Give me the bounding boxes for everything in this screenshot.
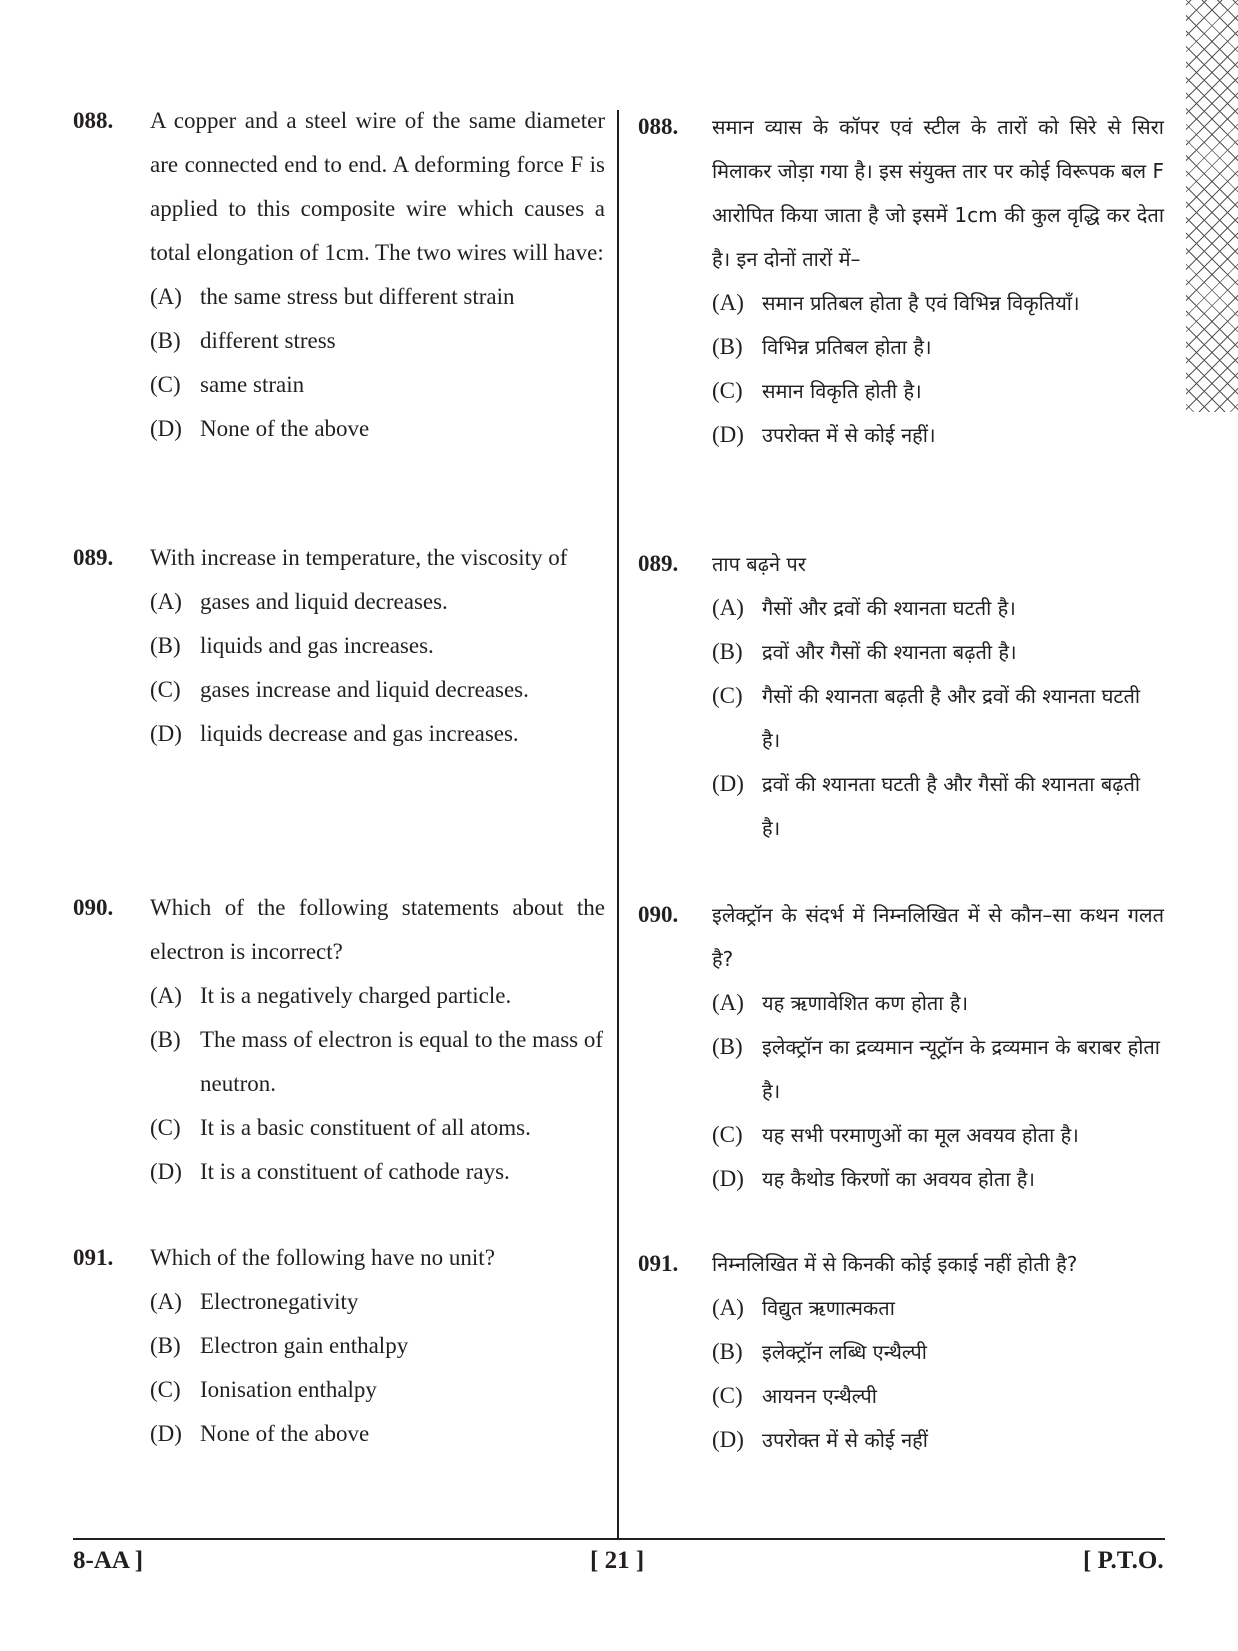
option-a[interactable] [712, 981, 1164, 1025]
question-number: 091. [638, 1251, 679, 1276]
question-089-en [73, 536, 605, 756]
question-number: 089. [638, 551, 679, 576]
option-c[interactable] [712, 674, 1164, 762]
option-c[interactable] [150, 363, 605, 407]
option-c[interactable] [150, 1106, 605, 1150]
option-text: उपरोक्त में से कोई नहीं। [762, 423, 936, 447]
option-text: None of the above [200, 1421, 370, 1446]
option-label: (D) [150, 416, 182, 441]
question-stem: A copper and a steel wire of the same diameter are connected end to end. A deforming force F is applied to this composite wire which causes a total elongation of 1cm. The two wires will have: [150, 108, 605, 265]
option-label: (C) [150, 1115, 181, 1140]
question-stem: समान व्यास के कॉपर एवं स्टील के तारों को सिरे से सिरा मिलाकर जोड़ा गया है। इस संयुक्त तार पर कोई विरूपक बल F आरोपित किया जाता है जो इसमें 1cm की कुल वृद्धि कर देता है। इन दोनों तारों में– [712, 115, 1164, 271]
question-stem: इलेक्ट्रॉन के संदर्भ में निम्नलिखित में से कौन–सा कथन गलत है? [712, 903, 1164, 971]
option-label: (A) [712, 595, 744, 620]
option-text: यह ऋणावेशित कण होता है। [762, 991, 969, 1015]
option-text: None of the above [200, 416, 370, 441]
footer-rule [73, 1538, 1165, 1540]
option-label: (B) [712, 1339, 743, 1364]
option-text: विद्युत ऋणात्मकता [762, 1296, 895, 1320]
option-a[interactable] [150, 974, 605, 1018]
option-label: (D) [712, 771, 744, 796]
option-text: different stress [200, 328, 336, 353]
option-a[interactable] [150, 580, 605, 624]
option-text: द्रवों की श्यानता घटती है और गैसों की श्यानता बढ़ती है। [762, 772, 1141, 840]
option-label: (D) [712, 1427, 744, 1452]
question-088-en [73, 99, 605, 451]
option-b[interactable] [150, 1324, 605, 1368]
option-text: gases increase and liquid decreases. [200, 677, 529, 702]
question-090-en [73, 886, 605, 1194]
option-a[interactable] [150, 1280, 605, 1324]
option-text: liquids decrease and gas increases. [200, 721, 519, 746]
option-text: Electron gain enthalpy [200, 1333, 409, 1358]
option-label: (D) [150, 1159, 182, 1184]
option-c[interactable] [712, 1374, 1164, 1418]
option-label: (D) [712, 1166, 744, 1191]
option-d[interactable] [712, 762, 1164, 850]
option-label: (D) [712, 422, 744, 447]
option-a[interactable] [712, 1286, 1164, 1330]
option-label: (B) [150, 1027, 181, 1052]
option-a[interactable] [712, 586, 1164, 630]
question-088-hi [638, 105, 1164, 457]
booklet-code: 8-AA ] [73, 1547, 144, 1574]
question-number: 088. [73, 108, 114, 133]
question-number: 089. [73, 545, 114, 570]
option-d[interactable] [712, 1418, 1164, 1462]
option-b[interactable] [150, 319, 605, 363]
option-label: (A) [150, 983, 182, 1008]
option-a[interactable] [712, 281, 1164, 325]
option-label: (A) [712, 1295, 744, 1320]
question-number: 088. [638, 114, 679, 139]
option-text: It is a constituent of cathode rays. [200, 1159, 510, 1184]
option-label: (C) [712, 1383, 743, 1408]
margin-pattern [1186, 0, 1238, 412]
option-d[interactable] [150, 407, 605, 451]
option-label: (C) [712, 378, 743, 403]
question-stem: With increase in temperature, the viscosity of [150, 545, 568, 570]
option-label: (B) [150, 633, 181, 658]
option-label: (A) [150, 1289, 182, 1314]
option-text: Ionisation enthalpy [200, 1377, 377, 1402]
option-b[interactable] [712, 1025, 1164, 1113]
question-stem: ताप बढ़ने पर [712, 552, 806, 576]
option-text: It is a basic constituent of all atoms. [200, 1115, 531, 1140]
option-text: gases and liquid decreases. [200, 589, 448, 614]
option-label: (A) [712, 990, 744, 1015]
option-text: same strain [200, 372, 305, 397]
option-c[interactable] [712, 369, 1164, 413]
option-text: समान प्रतिबल होता है एवं विभिन्न विकृतियाँ। [762, 291, 1080, 315]
question-stem: निम्नलिखित में से किनकी कोई इकाई नहीं होती है? [712, 1252, 1078, 1276]
question-stem: Which of the following statements about the electron is incorrect? [150, 895, 605, 964]
question-089-hi [638, 542, 1164, 850]
option-d[interactable] [150, 1412, 605, 1456]
option-label: (C) [150, 372, 181, 397]
question-number: 090. [73, 895, 114, 920]
question-091-hi [638, 1242, 1164, 1462]
option-label: (B) [712, 1034, 743, 1059]
option-text: गैसों और द्रवों की श्यानता घटती है। [762, 596, 1016, 620]
option-label: (C) [712, 683, 743, 708]
option-d[interactable] [150, 1150, 605, 1194]
option-label: (D) [150, 1421, 182, 1446]
option-text: द्रवों और गैसों की श्यानता बढ़ती है। [762, 640, 1017, 664]
option-text: विभिन्न प्रतिबल होता है। [762, 335, 932, 359]
option-c[interactable] [150, 1368, 605, 1412]
option-label: (B) [712, 639, 743, 664]
question-090-hi [638, 893, 1164, 1201]
option-d[interactable] [712, 1157, 1164, 1201]
option-text: इलेक्ट्रॉन लब्धि एन्थैल्पी [762, 1340, 927, 1364]
option-b[interactable] [150, 624, 605, 668]
question-stem: Which of the following have no unit? [150, 1245, 495, 1270]
page-number: [ 21 ] [590, 1547, 645, 1574]
question-number: 090. [638, 902, 679, 927]
option-a[interactable] [150, 275, 605, 319]
option-label: (B) [150, 1333, 181, 1358]
option-text: It is a negatively charged particle. [200, 983, 512, 1008]
option-label: (B) [150, 328, 181, 353]
option-label: (D) [150, 721, 182, 746]
option-label: (C) [712, 1122, 743, 1147]
option-text: The mass of electron is equal to the mass of neutron. [200, 1027, 604, 1096]
option-b[interactable] [712, 325, 1164, 369]
option-b[interactable] [150, 1018, 605, 1106]
option-label: (C) [150, 1377, 181, 1402]
option-text: इलेक्ट्रॉन का द्रव्यमान न्यूट्रॉन के द्रव्यमान के बराबर होता है। [762, 1035, 1160, 1103]
option-b[interactable] [712, 630, 1164, 674]
option-d[interactable] [150, 712, 605, 756]
column-divider [617, 110, 619, 1538]
option-text: उपरोक्त में से कोई नहीं [762, 1428, 928, 1452]
option-b[interactable] [712, 1330, 1164, 1374]
option-text: यह सभी परमाणुओं का मूल अवयव होता है। [762, 1123, 1079, 1147]
question-number: 091. [73, 1245, 114, 1270]
option-text: the same stress but different strain [200, 284, 515, 309]
option-text: यह कैथोड किरणों का अवयव होता है। [762, 1167, 1035, 1191]
option-label: (A) [150, 284, 182, 309]
option-text: आयनन एन्थैल्पी [762, 1384, 877, 1408]
option-label: (A) [712, 290, 744, 315]
option-d[interactable] [712, 413, 1164, 457]
question-091-en [73, 1236, 605, 1456]
option-c[interactable] [712, 1113, 1164, 1157]
option-text: गैसों की श्यानता बढ़ती है और द्रवों की श्यानता घटती है। [762, 684, 1141, 752]
option-text: Electronegativity [200, 1289, 359, 1314]
option-c[interactable] [150, 668, 605, 712]
pto-label: [ P.T.O. [1083, 1547, 1164, 1574]
option-label: (A) [150, 589, 182, 614]
option-text: liquids and gas increases. [200, 633, 434, 658]
option-label: (C) [150, 677, 181, 702]
option-text: समान विकृति होती है। [762, 379, 922, 403]
option-label: (B) [712, 334, 743, 359]
